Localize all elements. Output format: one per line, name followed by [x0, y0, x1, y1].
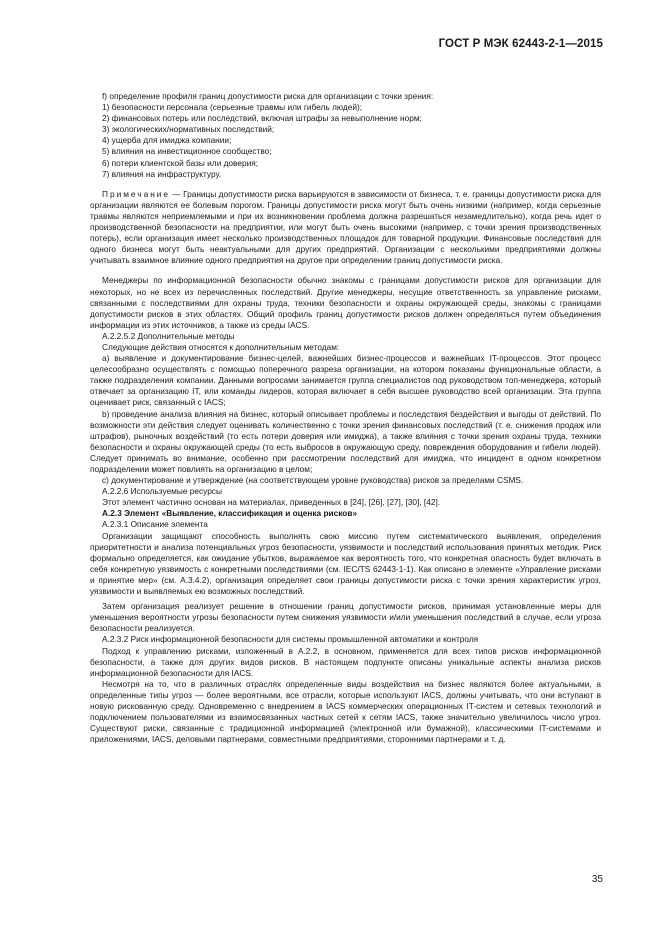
f-list — [90, 102, 601, 180]
heading-a232: A.2.3.2 Риск информационной безопасности для системы промышленной автоматики и контроля — [102, 634, 479, 645]
document-header: ГОСТ Р МЭК 62443-2-1—2015 — [438, 38, 603, 50]
paragraph-based: Этот элемент частично основан на материалах, приведенных в [24], [26], [27], [30], [42]. — [102, 497, 441, 508]
list-item: 2) финансовых потерь или последствий, включая штрафы за невыполнение норм; — [102, 113, 422, 124]
paragraph-b: b) проведение анализа влияния на бизнес, который описывает проблемы и последствия бездействия и выгоды от действий. По возможности эти действия следует оценивать количественно с точки зрения финансовых последствий (т. е. снижения продаж или штрафов), рыночных воздействий (то есть потери доверия или имиджа), а также влияния с точки зрения охраны труда, техники безопасности и охраны окружающей среды (то есть выбросов в окружающую среду, повреждения оборудования и гибели людей). Следует принимать во внимание, особенно при рассмотрении последствий для имиджа, что инцидент в одном конкретном подразделении может повлиять на организацию в целом; — [90, 408, 601, 474]
note-paragraph — [90, 189, 601, 267]
list-item: 3) экологических/нормативных последствий; — [102, 124, 275, 135]
paragraph-managers: Менеджеры по информационной безопасности обычно знакомы с границами допустимости рисков для организации для некоторых, но не всех из перечисленных последствий. Другие менеджеры, несущие ответственность за управление рисками, связанными с последствиями для охраны труда, техники безопасности и охраны окружающей среды, знакомы с границами допустимости рисков в этих областях. Общий профиль границ допустимости рисков должен определяться путем объединения информации из этих источников, а также из среды IACS. — [90, 275, 601, 330]
page-body — [90, 91, 601, 745]
heading-a226: A.2.2.6 Используемые ресурсы — [102, 486, 222, 497]
paragraph-following: Следующие действия относятся к дополнительным методам: — [102, 341, 340, 352]
note-label: Примечание — [102, 188, 171, 199]
note-text: — Границы допустимости риска варьируются в зависимости от бизнеса, т. е. границы допустимости риска для организации являются ее болевым порогом. Границы допустимости риска могут быть очень низкими (например, когда серьезные травмы являются неприемлемыми и при их возникновении проблема должна разрешаться незамедлительно), когда речь идет о производственной безопасности на предприятии, или могут быть очень высокими (например, с точки зрения производственных потерь), если организация имеет несколько производственных площадок для товарной продукции. Финансовые последствия для одного бизнеса могут быть неактуальными для других предприятий. Организации с несколькими предприятиями должны учитывать взаимное влияние одного предприятия на другое при определении границ допустимости риска. — [90, 188, 601, 266]
f-intro: f) определение профиля границ допустимости риска для организации с точки зрения: — [102, 91, 434, 101]
page-number: 35 — [591, 874, 603, 885]
paragraph-c: c) документирование и утверждение (на соответствующем уровне руководства) рисков за пределами CSMS. — [102, 475, 524, 486]
paragraph-a: а) выявление и документирование бизнес-целей, важнейших бизнес-процессов и важнейших IT-процессов. Этот процесс целесообразно осуществлять с помощью поперечного разреза организации, на котором показаны функциональные области, а также подразделения компании. Данными вопросами занимается группа специалистов под руководством топ-менеджера, который отвечает за организацию IT, или команды лидеров, которая включает в себя высшее руководство всей организации. Эта группа оценивает риск, связанный с IACS; — [90, 353, 601, 408]
list-item: 6) потери клиентской базы или доверия; — [102, 157, 259, 168]
paragraph-then: Затем организация реализует решение в отношении границ допустимости рисков, принимая установленные меры для уменьшения вероятности угрозы безопасности путем снижения уязвимости и/или уменьшения последствий в случае, если угроза безопасности реализуется. — [90, 601, 601, 634]
list-item: 7) влияния на инфраструктуру. — [102, 168, 222, 179]
list-item: 5) влияния на инвестиционное сообщество; — [102, 146, 272, 157]
paragraph-orgs: Организации защищают способность выполнять свою миссию путем систематического выявления, определения приоритетности и анализа потенциальных угроз безопасности, уязвимости и последствий использования принятых методик. Риск формально определяется, как ожидание убытков, выражаемое как вероятность того, что конкретная опасность будет включать в себя конкретную уязвимость с конкретными последствиями (см. IEC/TS 62443-1-1). Как описано в элементе «Управление рисками и принятие мер» (см. A.3.4.2), организация определяет свои границы допустимости риска с точки зрения характеристик угроз, уязвимости и выявляемых ею возможных последствий. — [90, 530, 601, 597]
list-item: 1) безопасности персонала (серьезные травмы или гибель людей); — [102, 102, 363, 113]
heading-a23: A.2.3 Элемент «Выявление, классификация и оценка рисков» — [102, 508, 358, 519]
heading-a2252: A.2.2.5.2 Дополнительные методы — [102, 330, 235, 341]
list-item: 4) ущерба для имиджа компании; — [102, 135, 232, 146]
paragraph-approach: Подход к управлению рисками, изложенный в A.2.2, в основном, применяется для всех типов рисков информационной безопасности, а также для других видов рисков. В настоящем подпункте описаны уникальные аспекты анализа рисков информационной безопасности для IACS. — [90, 645, 601, 678]
paragraph-despite: Несмотря на то, что в различных отраслях определенные виды воздействия на бизнес являются более актуальными, а определенные типы угроз — более вероятными, все отрасли, которые используют IACS, должны учитывать, что они вступают в новую рискованную среду. Одновременно с внедрением в IACS коммерческих операционных IT-систем и сетевых технологий и подключением пользователями из взаимосвязанных частных сетей к сетям IACS, также значительно увеличилось число угроз. Существуют риски, связанные с традиционной информацией (электронной или бумажной), классическими IT-системами и приложениями, IACS, деловыми партнерами, совместными предприятиями, сторонними партнерами и т. д. — [90, 678, 601, 745]
heading-a231: A.2.3.1 Описание элемента — [102, 519, 208, 530]
